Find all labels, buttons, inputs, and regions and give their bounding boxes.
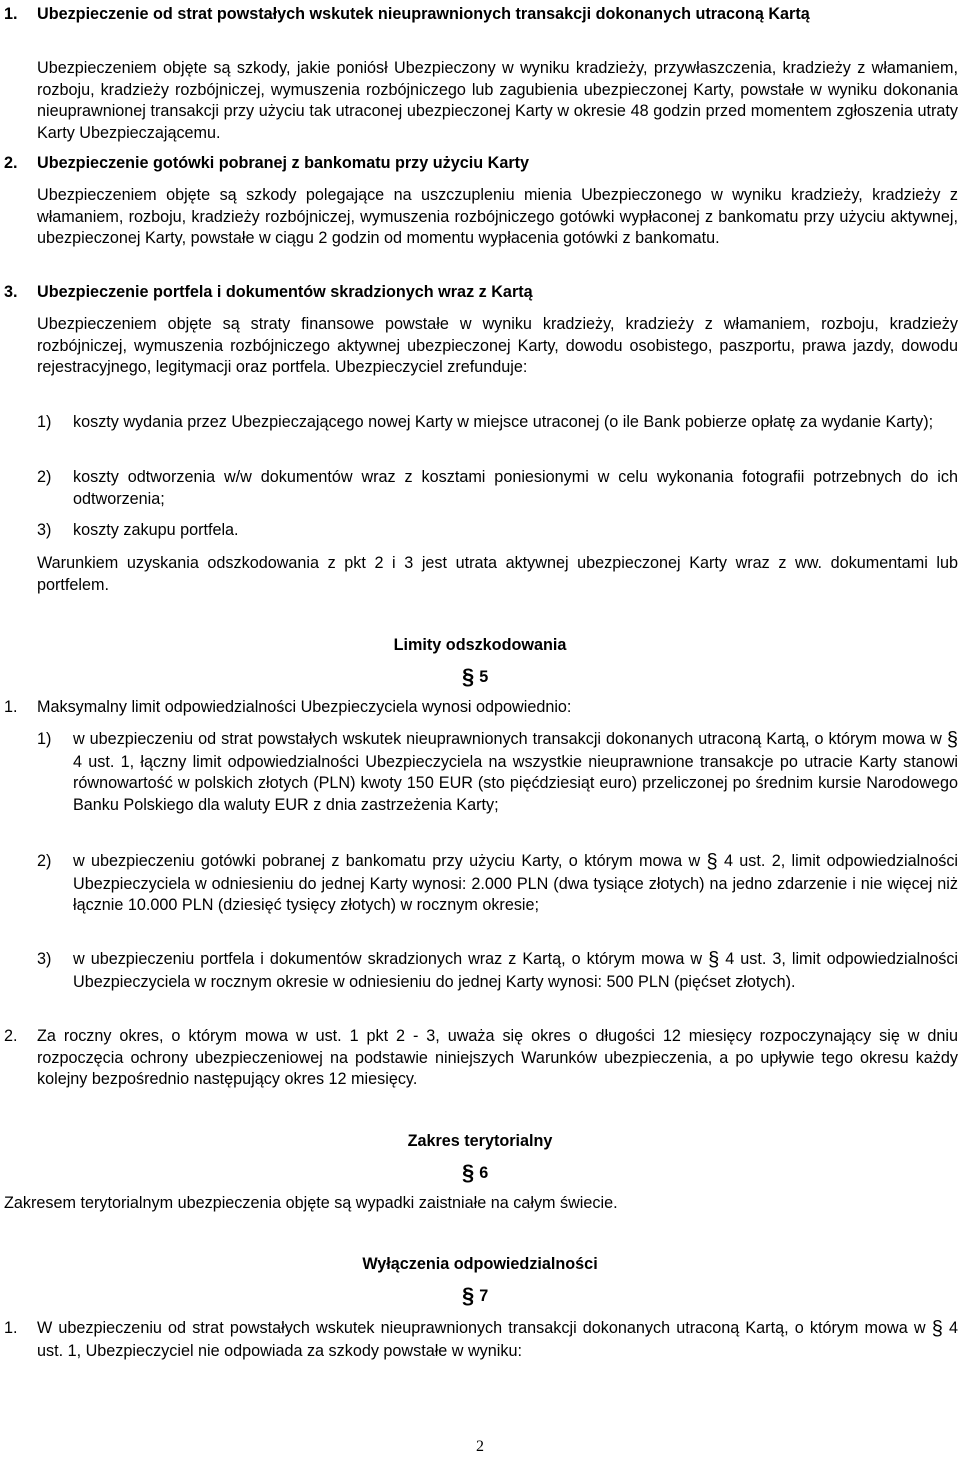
exclusions-title: Wyłączenia odpowiedzialności [362, 1255, 598, 1273]
section-1-number: 1. [4, 5, 18, 23]
list-item-number: 3) [37, 521, 52, 539]
limits-section-mark [462, 666, 488, 689]
section-2-body: Ubezpieczeniem objęte są szkody polegające na uszczupleniu mienia Ubezpieczonego w wyniku kradzieży, kradzieży z włamaniem, rozboju, kradzieży rozbójniczej, wymuszenia rozbójniczego gotówki wypłaconej z bankomatu przy użyciu aktywnej, ubezpieczonej Karty, powstałe w ciągu 2 godzin od momentu wypłacenia gotówki z bankomatu. [37, 186, 958, 248]
section-3-body: Ubezpieczeniem objęte są straty finansowe powstałe w wyniku kradzieży, kradzieży z włamaniem, rozboju, kradzieży rozbójniczej, wymuszenia rozbójniczego aktywnej ubezpieczonej Karty, dowodu osobistego, paszportu, prawa jazdy, dowodu rejestracyjnego, legitymacji oraz portfela. Ubezpieczyciel zrefunduje: [37, 315, 958, 377]
territory-text: Zakresem terytorialnym ubezpieczenia objęte są wypadki zaistniałe na całym świecie. [4, 1194, 618, 1212]
section-sign-icon: § [462, 664, 475, 689]
section-3-heading: Ubezpieczenie portfela i dokumentów skradzionych wraz z Kartą [37, 283, 533, 301]
limits-p1-number: 1. [4, 698, 18, 716]
section-2-number: 2. [4, 154, 18, 172]
section-sign-icon: § [931, 1318, 943, 1340]
limits-item-1: w ubezpieczeniu od strat powstałych wskutek nieuprawnionych transakcji dokonanych utraconą Kartą, o którym mowa w § 4 ust. 1, łączny limit odpowiedzialności Ubezpieczyciela na wszystkie nieuprawnione transakcje po utracie Karty stanowi równowartość w polskich złotych (PLN) kwoty 150 EUR (sto pięćdziesiąt euro) przeliczonej po średnim kursie Narodowego Banku Polskiego dla waluty EUR z dnia zastrzeżenia Karty; [73, 729, 958, 814]
limits-section-number: 5 [479, 668, 489, 686]
limits-title: Limity odszkodowania [393, 636, 567, 654]
territory-section-number: 6 [479, 1164, 489, 1182]
exclusions-section-mark [462, 1285, 488, 1308]
limits-item-2-number: 2) [37, 852, 52, 870]
section-sign-icon: § [462, 1160, 475, 1185]
list-item-number: 1) [37, 413, 52, 431]
list-item: koszty zakupu portfela. [73, 521, 239, 539]
limits-p2-text: Za roczny okres, o którym mowa w ust. 1 pkt 2 - 3, uważa się okres o długości 12 miesięcy rozpoczynający się w dniu rozpoczęcia ochrony ubezpieczeniowej na podstawie niniejszych Warunków ubezpieczenia, a po upływie tego okresu każdy kolejny bezpośrednio następujący okres 12 miesięcy. [37, 1027, 958, 1089]
section-3-closing: Warunkiem uzyskania odszkodowania z pkt 2 i 3 jest utrata aktywnej ubezpieczonej Karty wraz z ww. dokumentami lub portfelem. [37, 554, 958, 594]
section-2-heading: Ubezpieczenie gotówki pobranej z bankomatu przy użyciu Karty [37, 154, 530, 172]
section-sign-icon: § [462, 1283, 475, 1308]
section-1-heading: Ubezpieczenie od strat powstałych wskutek nieuprawnionych transakcji dokonanych utraconą Kartą [37, 5, 810, 23]
exclusions-p1-text: W ubezpieczeniu od strat powstałych wskutek nieuprawnionych transakcji dokonanych utraconą Kartą, o którym mowa w § 4 ust. 1, Ubezpieczyciel nie odpowiada za szkody powstałe w wyniku: [37, 1318, 958, 1360]
territory-section-mark [462, 1162, 488, 1185]
limits-item-3: w ubezpieczeniu portfela i dokumentów skradzionych wraz z Kartą, o którym mowa w § 4 ust. 3, limit odpowiedzialności Ubezpieczyciela w rocznym okresie w odniesieniu do jednej Karty wynosi: 500 PLN (pięćset złotych). [73, 949, 959, 991]
limits-item-3-number: 3) [37, 950, 52, 968]
exclusions-p1-number: 1. [4, 1319, 18, 1337]
limits-p1-text: Maksymalny limit odpowiedzialności Ubezpieczyciela wynosi odpowiednio: [37, 698, 572, 716]
section-sign-icon: § [706, 851, 718, 873]
list-item: koszty odtworzenia w/w dokumentów wraz z kosztami poniesionymi w celu wykonania fotografii potrzebnych do ich odtworzenia; [73, 468, 958, 508]
limits-item-2: w ubezpieczeniu gotówki pobranej z bankomatu przy użyciu Karty, o którym mowa w § 4 ust. 2, limit odpowiedzialności Ubezpieczyciela w odniesieniu do jednej Karty wynosi: 2.000 PLN (dwa tysiące złotych) na jedno zdarzenie i nie więcej niż łącznie 10.000 PLN (dziesięć tysięcy złotych) w rocznym okresie; [73, 851, 959, 915]
limits-item-1-number: 1) [37, 730, 52, 748]
list-item-number: 2) [37, 468, 52, 486]
section-sign-icon: § [708, 949, 720, 971]
page-number: 2 [476, 1438, 484, 1455]
section-sign-icon: § [946, 729, 958, 751]
section-1-body: Ubezpieczeniem objęte są szkody, jakie poniósł Ubezpieczony w wyniku kradzieży, przywłaszczenia, kradzieży z włamaniem, rozboju, kradzieży rozbójniczej, wymuszenia rozbójniczego lub zagubienia ubezpieczonej Karty, powstałe w wyniku dokonania nieuprawnionej transakcji przy użyciu tak utraconej ubezpieczonej Karty w okresie 48 godzin przed momentem zgłoszenia utraty Karty Ubezpieczającemu. [37, 59, 958, 142]
territory-title: Zakres terytorialny [407, 1132, 553, 1150]
list-item: koszty wydania przez Ubezpieczającego nowej Karty w miejsce utraconej (o ile Bank pobierze opłatę za wydanie Karty); [73, 413, 934, 431]
exclusions-section-number: 7 [479, 1287, 489, 1305]
limits-p2-number: 2. [4, 1027, 18, 1045]
section-3-number: 3. [4, 283, 18, 301]
